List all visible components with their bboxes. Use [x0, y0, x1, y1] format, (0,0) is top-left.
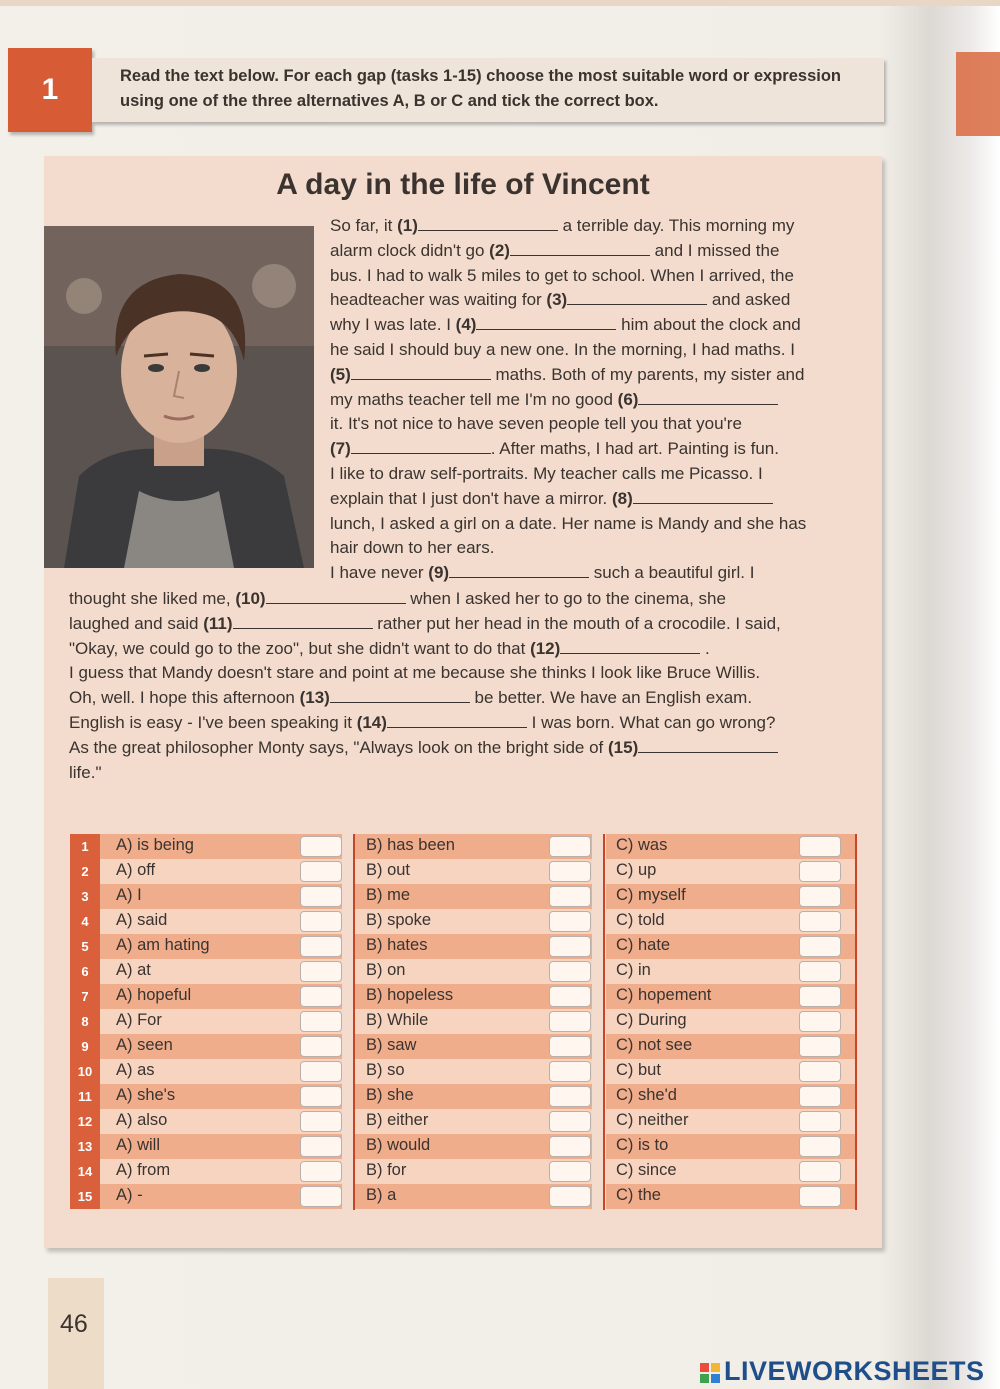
option-c-label: C) myself	[616, 886, 686, 904]
option-a-label: A) hopeful	[116, 986, 192, 1004]
option-b-checkbox[interactable]	[549, 936, 591, 957]
passage-text: and asked	[707, 290, 791, 310]
task-number: 10	[70, 1059, 100, 1084]
passage-line	[330, 313, 860, 338]
option-c-label: C) hopement	[616, 986, 712, 1004]
answer-row	[70, 1034, 858, 1059]
gap-number: (2)	[489, 240, 510, 260]
column-divider	[353, 834, 355, 1210]
option-c-label: C) During	[616, 1011, 687, 1029]
option-a-checkbox[interactable]	[300, 1086, 342, 1107]
option-a-label: A) For	[116, 1011, 162, 1029]
passage-text: he said I should buy a new one. In the morning, I had maths. I	[330, 339, 795, 359]
option-c-label: C) not see	[616, 1036, 693, 1054]
option-c-checkbox[interactable]	[799, 936, 841, 957]
gap-blank	[567, 290, 707, 305]
answer-row	[70, 984, 858, 1009]
option-a-label: A) from	[116, 1161, 171, 1179]
gap-number: (4)	[455, 315, 477, 335]
passage-line	[69, 661, 864, 686]
task-number: 2	[70, 859, 100, 884]
option-a-label: A) as	[116, 1061, 155, 1079]
passage-text: I have never	[330, 563, 429, 583]
option-c-label: C) in	[616, 961, 651, 979]
option-a-label: A) off	[116, 861, 156, 879]
column-divider	[855, 834, 857, 1210]
passage-line	[330, 388, 860, 413]
gap-blank	[330, 688, 470, 703]
passage-line	[69, 736, 864, 761]
instruction-text: Read the text below. For each gap (tasks 1-15) choose the most suitable word or expression using one of the three alternatives A, B or C and tick the correct box.	[120, 67, 841, 110]
option-c-label: C) but	[616, 1061, 661, 1079]
gap-blank	[351, 439, 491, 454]
option-a-checkbox[interactable]	[300, 861, 342, 882]
option-b-label: B) either	[366, 1111, 429, 1129]
option-c-label: C) told	[616, 911, 665, 929]
passage-text: alarm clock didn't go	[330, 240, 490, 260]
passage-text: bus. I had to walk 5 miles to get to school. When I arrived, the	[330, 265, 794, 285]
passage-text: "Okay, we could go to the zoo", but she didn't want to do that	[69, 638, 531, 658]
passage-text: .	[700, 638, 710, 658]
passage-text: why I was late. I	[330, 315, 456, 335]
brand-logo	[700, 1356, 985, 1387]
gap-number: (12)	[530, 638, 561, 658]
option-b-checkbox[interactable]	[549, 961, 591, 982]
option-b-checkbox[interactable]	[549, 886, 591, 907]
option-b-checkbox[interactable]	[549, 1161, 591, 1182]
option-c-checkbox[interactable]	[799, 1036, 841, 1057]
option-a-checkbox[interactable]	[300, 911, 342, 932]
option-c-checkbox[interactable]	[799, 1111, 841, 1132]
gap-blank	[476, 315, 616, 330]
option-a-checkbox[interactable]	[300, 1061, 342, 1082]
option-b-checkbox[interactable]	[549, 1086, 591, 1107]
gap-blank	[633, 489, 773, 504]
task-number: 6	[70, 959, 100, 984]
passage-line	[69, 587, 864, 612]
option-c-checkbox[interactable]	[799, 1086, 841, 1107]
answer-row	[70, 1184, 858, 1209]
gap-number: (1)	[397, 216, 418, 235]
option-b-checkbox[interactable]	[549, 1011, 591, 1032]
option-a-checkbox[interactable]	[300, 1136, 342, 1157]
answer-row	[70, 834, 858, 859]
gap-number: (9)	[428, 563, 450, 583]
option-a-checkbox[interactable]	[300, 936, 342, 957]
option-a-checkbox[interactable]	[300, 836, 342, 857]
top-stripe	[0, 0, 1000, 6]
passage-text: be better. We have an English exam.	[469, 688, 753, 708]
option-a-label: A) is being	[116, 836, 194, 854]
option-a-label: A) I	[116, 886, 142, 904]
answer-row	[70, 934, 858, 959]
option-b-checkbox[interactable]	[549, 986, 591, 1007]
passage-line	[330, 239, 860, 264]
task-number: 3	[70, 884, 100, 909]
option-a-label: A) seen	[116, 1036, 173, 1054]
passage-line	[330, 512, 860, 537]
option-c-label: C) hate	[616, 936, 671, 954]
gap-number: (13)	[299, 688, 330, 708]
option-b-label: B) hates	[366, 936, 428, 954]
portrait-illustration	[44, 226, 314, 568]
passage-text: rather put her head in the mouth of a crocodile. I said,	[372, 613, 781, 633]
gap-blank	[638, 390, 778, 405]
gap-number: (15)	[608, 737, 639, 757]
passage-line	[69, 761, 864, 786]
option-c-label: C) is to	[616, 1136, 669, 1154]
brand-icon	[700, 1363, 720, 1383]
option-b-checkbox[interactable]	[549, 1036, 591, 1057]
passage-line	[330, 536, 860, 561]
gap-blank	[266, 589, 406, 604]
option-b-label: B) she	[366, 1086, 414, 1104]
task-number: 9	[70, 1034, 100, 1059]
gap-number: (10)	[235, 589, 266, 608]
option-c-checkbox[interactable]	[799, 1186, 841, 1207]
option-c-checkbox[interactable]	[799, 961, 841, 982]
option-a-label: A) also	[116, 1111, 168, 1129]
gap-number: (14)	[356, 712, 387, 732]
passage-line	[330, 462, 860, 487]
passage-text: a terrible day. This morning my	[557, 216, 795, 235]
option-a-label: A) at	[116, 961, 151, 979]
gap-number: (11)	[203, 613, 233, 633]
task-number: 12	[70, 1109, 100, 1134]
option-c-checkbox[interactable]	[799, 1161, 841, 1182]
option-a-label: A) said	[116, 911, 168, 929]
gap-number: (3)	[546, 290, 568, 310]
option-c-checkbox[interactable]	[799, 861, 841, 882]
answer-row	[70, 1134, 858, 1159]
page-number: 46	[60, 1310, 88, 1338]
passage-text: I was born. What can go wrong?	[526, 712, 776, 732]
option-b-label: B) has been	[366, 836, 455, 854]
option-b-checkbox[interactable]	[549, 836, 591, 857]
option-a-checkbox[interactable]	[300, 1111, 342, 1132]
passage-text: maths. Both of my parents, my sister and	[490, 364, 805, 384]
next-page-tab	[956, 52, 1000, 136]
answer-row	[70, 859, 858, 884]
passage-full-width	[69, 587, 864, 785]
option-b-label: B) hopeless	[366, 986, 454, 1004]
option-b-label: B) on	[366, 961, 406, 979]
option-c-label: C) since	[616, 1161, 677, 1179]
passage-top-right	[330, 214, 860, 586]
passage-text: and I missed the	[649, 240, 780, 260]
task-number: 7	[70, 984, 100, 1009]
answer-row	[70, 959, 858, 984]
option-b-label: B) While	[366, 1011, 429, 1029]
passage-line	[330, 288, 860, 313]
gap-blank	[510, 241, 650, 256]
passage-line	[69, 637, 864, 662]
passage-text: As the great philosopher Monty says, "Always look on the bright side of	[69, 737, 608, 757]
passage-text: such a beautiful girl. I	[589, 563, 755, 583]
option-b-label: B) saw	[366, 1036, 417, 1054]
option-a-checkbox[interactable]	[300, 1186, 342, 1207]
option-b-checkbox[interactable]	[549, 1186, 591, 1207]
task-number: 4	[70, 909, 100, 934]
passage-text: Oh, well. I hope this afternoon	[69, 688, 300, 708]
task-number: 5	[70, 934, 100, 959]
option-b-checkbox[interactable]	[549, 861, 591, 882]
answer-row	[70, 1009, 858, 1034]
option-b-label: B) spoke	[366, 911, 432, 929]
option-c-checkbox[interactable]	[799, 836, 841, 857]
instruction-box	[92, 58, 884, 122]
gap-number: (7)	[330, 439, 351, 459]
option-b-checkbox[interactable]	[549, 1061, 591, 1082]
task-number: 8	[70, 1009, 100, 1034]
gap-number: (8)	[612, 488, 633, 508]
passage-text: laughed and said	[69, 613, 204, 633]
passage-line	[330, 412, 860, 437]
gap-blank	[351, 365, 491, 380]
option-c-label: C) she'd	[616, 1086, 677, 1104]
gap-number: (6)	[617, 389, 639, 409]
passage-text: headteacher was waiting for	[330, 290, 547, 310]
passage-line	[69, 612, 864, 637]
task-number: 15	[70, 1184, 100, 1209]
option-c-checkbox[interactable]	[799, 911, 841, 932]
option-a-label: A) she's	[116, 1086, 176, 1104]
answer-row	[70, 884, 858, 909]
passage-line	[330, 487, 860, 512]
passage-line	[69, 711, 864, 736]
page-number-tab	[48, 1278, 104, 1389]
option-c-checkbox[interactable]	[799, 1136, 841, 1157]
portrait-photo	[44, 226, 314, 568]
gap-number: (5)	[330, 364, 351, 384]
passage-title: A day in the life of Vincent	[276, 168, 650, 201]
task-number: 11	[70, 1084, 100, 1109]
option-c-label: C) the	[616, 1186, 661, 1204]
brand-name: LIVEWORKSHEETS	[724, 1356, 985, 1386]
passage-line	[330, 264, 860, 289]
option-b-label: B) so	[366, 1061, 405, 1079]
option-a-label: A) will	[116, 1136, 160, 1154]
option-c-label: C) neither	[616, 1111, 689, 1129]
option-c-checkbox[interactable]	[799, 1011, 841, 1032]
passage-text: . After maths, I had art. Painting is fun.	[490, 439, 779, 459]
answer-row	[70, 1159, 858, 1184]
passage-text: lunch, I asked a girl on a date. Her name is Mandy and she has	[330, 513, 807, 533]
option-a-checkbox[interactable]	[300, 1011, 342, 1032]
option-b-label: B) would	[366, 1136, 431, 1154]
passage-text: English is easy - I've been speaking it	[69, 712, 357, 732]
option-a-label: A) am hating	[116, 936, 210, 954]
passage-text: thought she liked me,	[69, 589, 236, 608]
passage-line	[330, 214, 860, 239]
passage-line	[330, 338, 860, 363]
option-a-checkbox[interactable]	[300, 1036, 342, 1057]
option-c-label: C) was	[616, 836, 668, 854]
option-b-label: B) a	[366, 1186, 397, 1204]
task-number: 13	[70, 1134, 100, 1159]
column-divider	[603, 834, 605, 1210]
gap-blank	[560, 639, 700, 654]
gap-blank	[638, 738, 778, 753]
passage-text: I like to draw self-portraits. My teacher calls me Picasso. I	[330, 463, 763, 483]
passage-text: life."	[69, 762, 102, 782]
passage-text: when I asked her to go to the cinema, she	[405, 589, 726, 608]
passage-text: So far, it	[330, 216, 398, 235]
option-c-label: C) up	[616, 861, 657, 879]
answer-table	[70, 834, 858, 1209]
gap-blank	[418, 216, 558, 231]
option-b-checkbox[interactable]	[549, 911, 591, 932]
answer-row	[70, 1109, 858, 1134]
passage-line	[330, 437, 860, 462]
option-b-checkbox[interactable]	[549, 1136, 591, 1157]
option-a-checkbox[interactable]	[300, 1161, 342, 1182]
gap-blank	[387, 713, 527, 728]
option-c-checkbox[interactable]	[799, 986, 841, 1007]
gap-blank	[449, 563, 589, 578]
passage-text: I guess that Mandy doesn't stare and point at me because she thinks I look like Bruce Willis.	[69, 663, 761, 683]
passage-line	[330, 561, 860, 586]
option-c-checkbox[interactable]	[799, 886, 841, 907]
option-a-checkbox[interactable]	[300, 886, 342, 907]
option-a-checkbox[interactable]	[300, 961, 342, 982]
passage-text: my maths teacher tell me I'm no good	[330, 389, 618, 409]
task-number: 1	[70, 834, 100, 859]
answer-row	[70, 1059, 858, 1084]
option-a-label: A) -	[116, 1186, 143, 1204]
option-b-label: B) me	[366, 886, 411, 904]
passage-text: it. It's not nice to have seven people tell you that you're	[330, 414, 742, 434]
exercise-number: 1	[8, 48, 92, 132]
option-b-label: B) for	[366, 1161, 407, 1179]
option-b-checkbox[interactable]	[549, 1111, 591, 1132]
option-b-label: B) out	[366, 861, 411, 879]
gap-blank	[233, 614, 373, 629]
answer-row	[70, 909, 858, 934]
option-c-checkbox[interactable]	[799, 1061, 841, 1082]
task-number: 14	[70, 1159, 100, 1184]
passage-line	[330, 363, 860, 388]
passage-line	[69, 686, 864, 711]
answer-row	[70, 1084, 858, 1109]
passage-text: him about the clock and	[616, 315, 801, 335]
passage-text: explain that I just don't have a mirror.	[330, 488, 613, 508]
option-a-checkbox[interactable]	[300, 986, 342, 1007]
passage-text: hair down to her ears.	[330, 538, 495, 558]
